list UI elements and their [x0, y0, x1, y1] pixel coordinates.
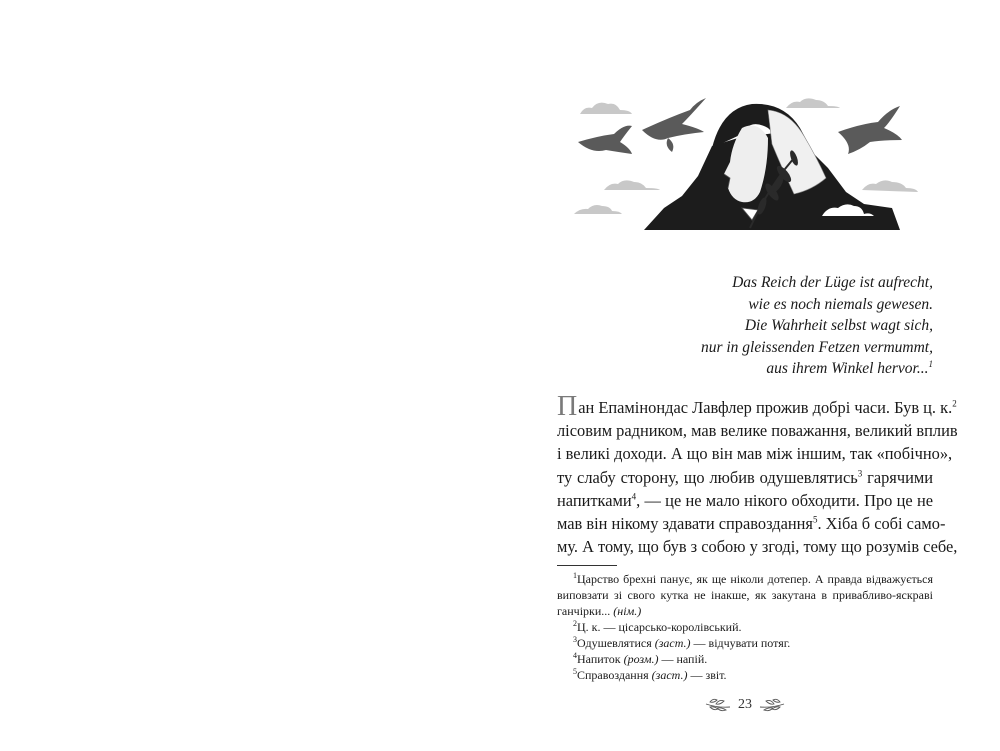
body-line: напитками$^4$, — це не мало нікого обходити. Про це не — [557, 490, 933, 510]
footnote-ref[interactable]: 3 — [857, 468, 863, 479]
body-line: му. А тому, що був з собою у згоді, тому що розумів себе, — [557, 537, 958, 557]
epigraph-line: Das Reich der Lüge ist aufrecht, — [732, 274, 933, 291]
epigraph-line-last: aus ihrem Winkel hervor...$^1$ — [766, 358, 933, 377]
footnote-1-line: виповзати зі свого кутка не інакше, як закутана в привабливо-яскраві — [557, 588, 933, 602]
footnote-divider — [557, 565, 617, 566]
drop-cap: П — [557, 391, 578, 422]
footnote-1-line: ганчірки... (нім.) — [557, 604, 642, 618]
body-line: мав він нікому здавати справоздання$^5$. Хіба б собі само- — [557, 513, 946, 533]
page-number: 23 — [738, 697, 752, 712]
footnotes — [557, 571, 933, 683]
body-paragraph — [557, 391, 958, 558]
footnote-1-line: $^1$Царство брехні панує, як ще ніколи дотепер. А правда відважується — [573, 571, 933, 586]
epigraph-line: wie es noch niemals gewesen. — [748, 295, 933, 313]
body-line: ту слабу сторону, що любив одушевлятись$^3$ гарячими — [557, 467, 933, 487]
footnote-ref[interactable]: 1 — [928, 358, 933, 369]
footnote-5: $^5$Справоздання (заст.) — звіт. — [573, 667, 727, 682]
epigraph-line: nur in gleissenden Fetzen vermummt, — [700, 338, 933, 356]
footnote-3: $^3$Одушевлятися (заст.) — відчувати потяг. — [573, 635, 791, 650]
page-folio — [700, 690, 790, 718]
body-line: лісовим радником, мав велике поважання, великий вплив — [557, 421, 958, 441]
body-line: і великі доходи. А що він мав між іншим, так «побічно», — [557, 444, 953, 464]
chapter-illustration — [572, 88, 940, 238]
footnote-ref[interactable]: 5 — [812, 514, 818, 525]
body-line: Пан Епамінондас Лавфлер прожив добрі часи. Був ц. к.$^2$ — [557, 391, 957, 422]
footnote-4: $^4$Напиток (розм.) — напій. — [573, 651, 708, 666]
footnote-2: $^2$Ц. к. — цісарсько-королівський. — [573, 619, 742, 634]
footnote-ref[interactable]: 2 — [952, 398, 957, 409]
footnote-ref[interactable]: 4 — [631, 491, 637, 502]
epigraph — [600, 272, 933, 380]
epigraph-line: Die Wahrheit selbst wagt sich, — [744, 317, 933, 334]
